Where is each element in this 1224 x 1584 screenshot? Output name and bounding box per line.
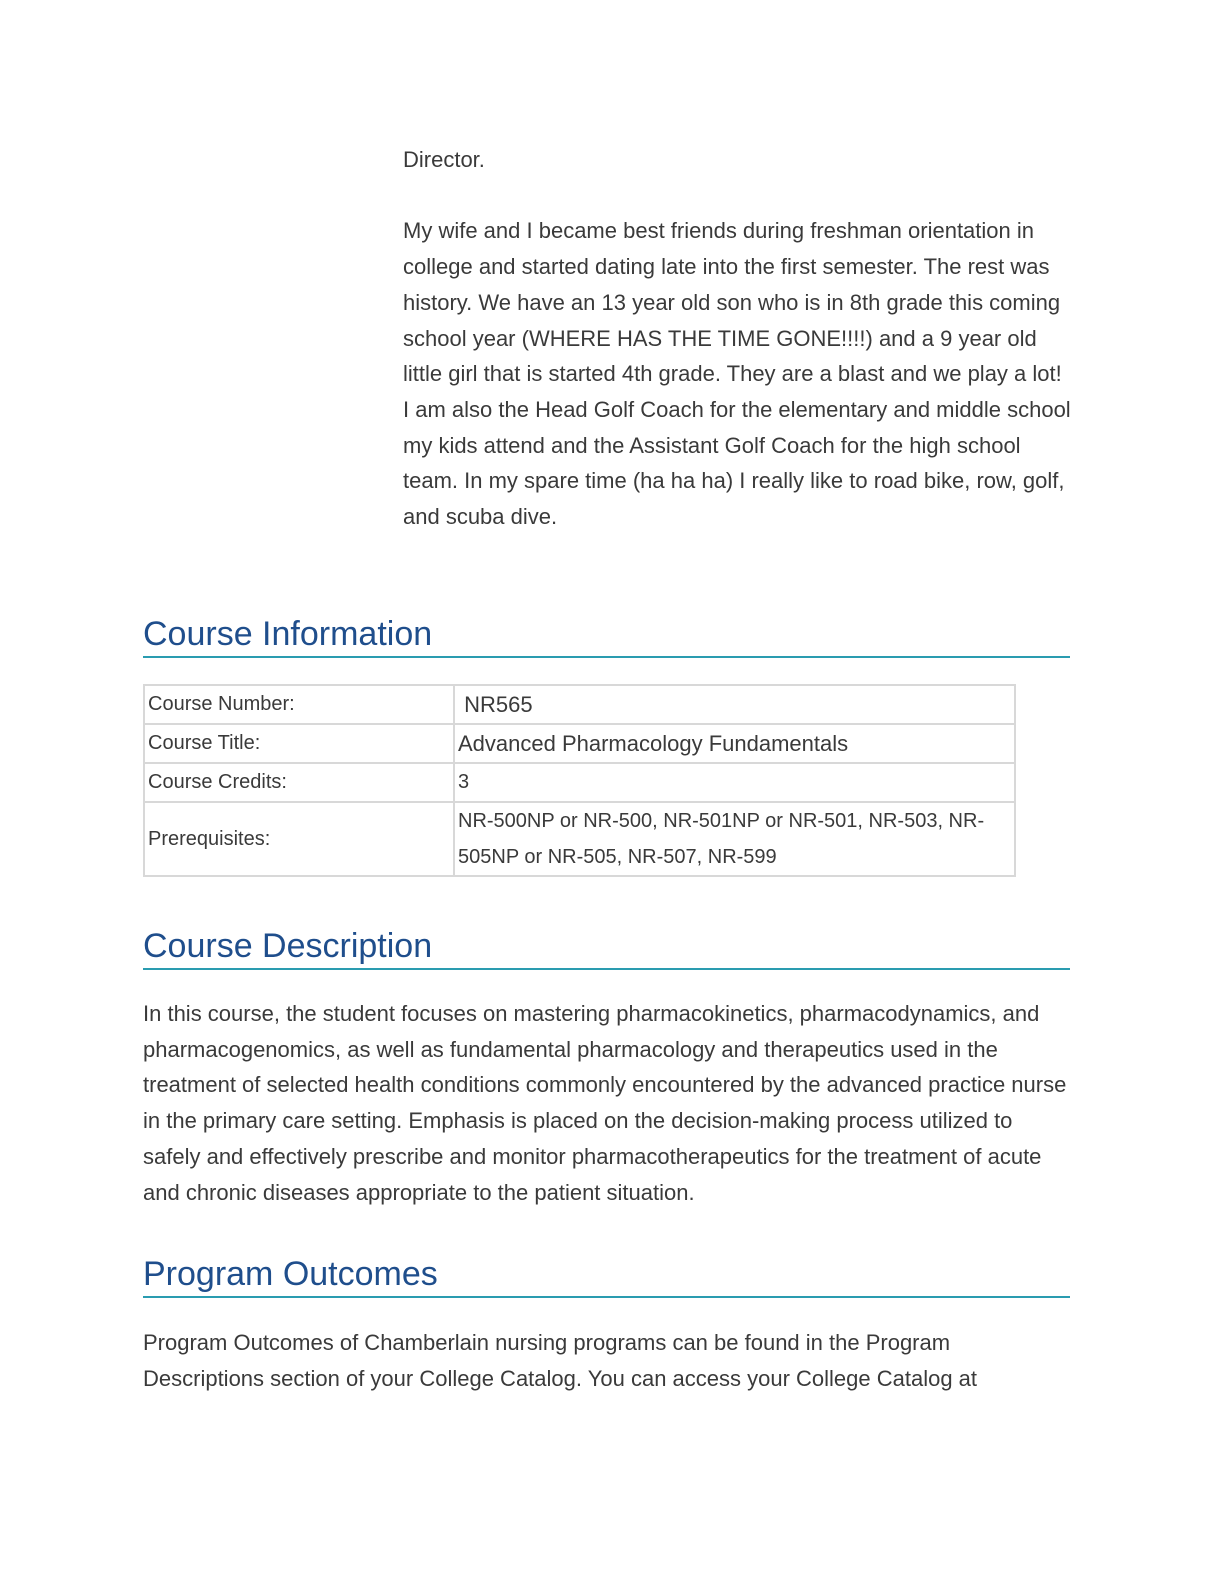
bio-director-line: Director. (403, 147, 485, 172)
course-credits-label: Course Credits: (144, 763, 454, 802)
course-information-table (143, 684, 1016, 877)
prerequisites-label: Prerequisites: (144, 802, 454, 876)
course-information-heading: Course Information (143, 614, 1070, 658)
bio-paragraph: My wife and I became best friends during freshman orientation in college and started dating late into the first semester. The rest was history. We have an 13 year old son who is in 8th grade this coming school year (WHERE HAS THE TIME GONE!!!!) and a 9 year old little girl that is started 4th grade. They are a blast and we play a lot! I am also the Head Golf Coach for the elementary and middle school my kids attend and the Assistant Golf Coach for the high school team. In my spare time (ha ha ha) I really like to road bike, row, golf, and scuba dive. (403, 218, 1071, 530)
instructor-bio (403, 142, 1073, 535)
course-number-label: Course Number: (144, 685, 454, 724)
table-row (144, 763, 1015, 802)
program-outcomes-section (143, 1254, 1070, 1298)
course-credits-value: 3 (454, 763, 1015, 802)
table-row (144, 724, 1015, 763)
table-row (144, 802, 1015, 876)
prerequisites-value: NR-500NP or NR-500, NR-501NP or NR-501, NR-503, NR-505NP or NR-505, NR-507, NR-599 (454, 802, 1015, 876)
program-outcomes-text: Program Outcomes of Chamberlain nursing programs can be found in the Program Descriptions section of your College Catalog. You can access your College Catalog at (143, 1330, 978, 1391)
table-row (144, 685, 1015, 724)
course-description-section (143, 926, 1070, 970)
course-number-value: NR565 (454, 685, 1015, 724)
course-description-heading: Course Description (143, 926, 1070, 970)
course-title-label: Course Title: (144, 724, 454, 763)
program-outcomes-heading: Program Outcomes (143, 1254, 1070, 1298)
course-title-value: Advanced Pharmacology Fundamentals (454, 724, 1015, 763)
course-information-section (143, 614, 1070, 658)
course-description-text: In this course, the student focuses on mastering pharmacokinetics, pharmacodynamics, and pharmacogenomics, as well as fundamental pharmacology and therapeutics used in the treatment of selected health conditions commonly encountered by the advanced practice nurse in the primary care setting. Emphasis is placed on the decision-making process utilized to safely and effectively prescribe and monitor pharmacotherapeutics for the treatment of acute and chronic diseases appropriate to the patient situation. (143, 1001, 1067, 1205)
